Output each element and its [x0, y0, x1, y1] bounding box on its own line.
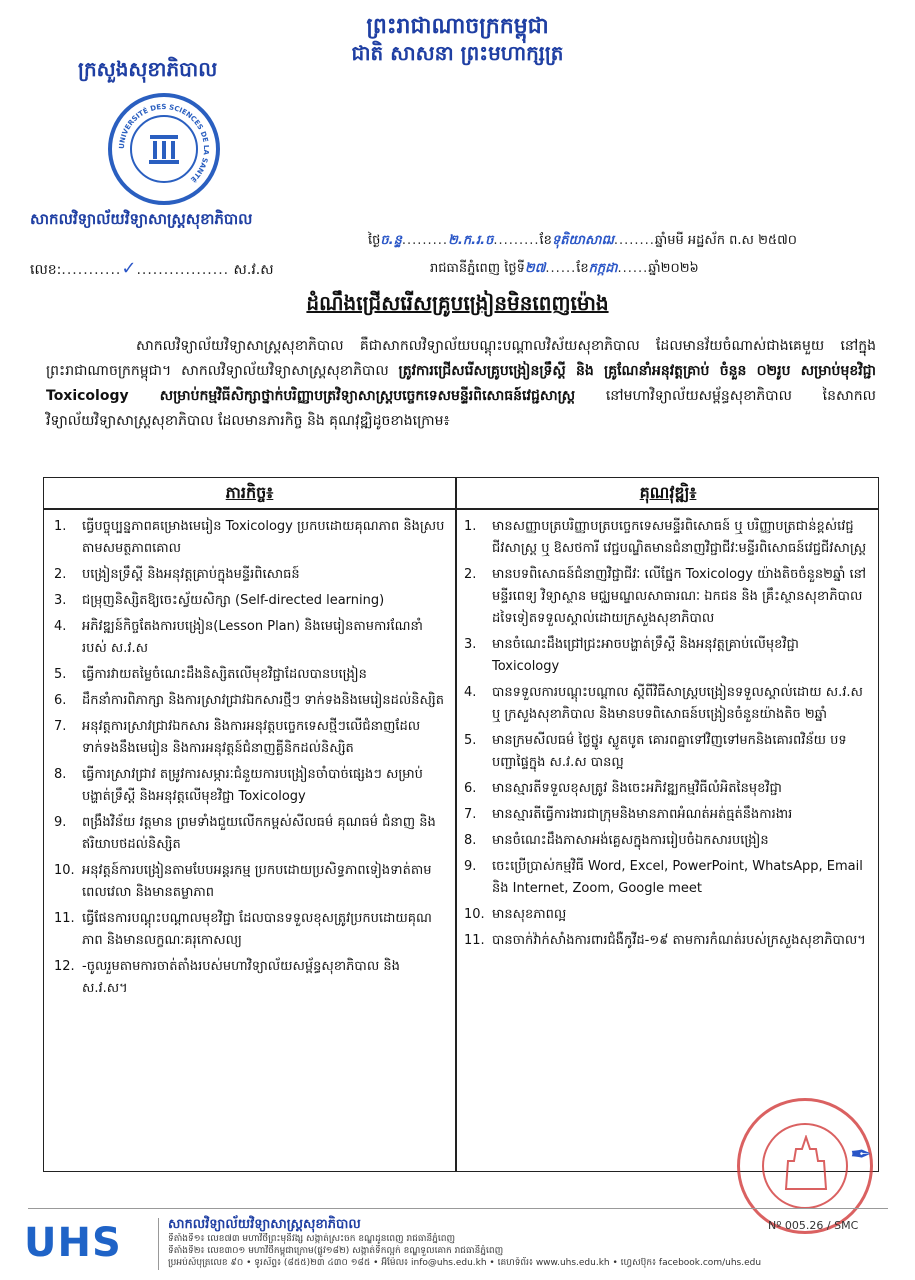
duty-item-number: 5. — [54, 667, 67, 682]
logo-inner-circle — [130, 115, 198, 183]
university-name: សាកលវិទ្យាល័យវិទ្យាសាស្ត្រសុខាភិបាល — [30, 210, 253, 228]
qualification-item-text: មានចំណេះដឹងជ្រៅជ្រះអាចបង្ហាត់ទ្រឹស្តី និងអនុវត្តគ្រាប់លើមុខវិជ្ជា Toxicology — [492, 637, 799, 674]
signature-mark: ✒ — [850, 1140, 872, 1170]
footer-contact: ប្រអប់សំបុត្រលេខ ៩០ • ទូរស័ព្ទ៖ (៨៥៥)២៣ ៤៣០ ១៨៥ • អ៊ីម៉ែល៖ info@uhs.edu.kh • គេហទំព័រ៖ www.uhs.edu.kh • ហ្វេសប៊ុក៖ facebook.com/uhs.edu — [168, 1258, 762, 1268]
qualification-item — [464, 804, 869, 826]
document-number: Nº 005.26 / SMC — [768, 1219, 859, 1232]
duty-item-number: 6. — [54, 693, 67, 708]
duty-item-number: 1. — [54, 519, 67, 534]
temple-icon — [784, 1135, 828, 1191]
duties-header: ភារកិច្ច៖ — [225, 483, 274, 502]
duty-item — [54, 664, 446, 686]
duty-item-number: 2. — [54, 567, 67, 582]
month-label: ខែ — [539, 233, 552, 248]
duties-list — [54, 516, 446, 1004]
duty-item — [54, 812, 446, 856]
qualification-item-text: មានបទពិសោធន៍ជំនាញវិជ្ជាជីវៈ លើផ្នែក Toxicology យ៉ាងតិចចំនួន២ឆ្នាំ នៅមន្ទីរពេទ្យ វិទ្យាស្ថាន មជ្ឈមណ្ឌលសាធារណៈ ឯកជន និង គ្រឹះស្ថានសុខាភិបាលដទៃទៀតទទួលស្គាល់ដោយក្រសួងសុខាភិបាល — [492, 567, 866, 626]
duty-item — [54, 616, 446, 660]
solar-year: ឆ្នាំ២០២៦ — [648, 261, 699, 276]
footer-university-name: សាកលវិទ្យាល័យវិទ្យាសាស្ត្រសុខាភិបាល — [168, 1217, 361, 1232]
duty-item-text: ដឹកនាំការពិភាក្សា និងការស្រាវជ្រាវឯកសារថ្មីៗ ទាក់ទងនិងមេរៀនដល់និស្សិត — [82, 693, 444, 708]
university-logo — [108, 93, 220, 205]
lunar-date: ថ្ងៃច.ន្ទ.........២.ក.រ.ច.........ខែទុតិយាសាឍ........ឆ្នាំមមី អដ្ឋស័ក ព.ស ២៥៧០ — [368, 233, 797, 248]
duty-item-text: អនុវត្តការស្រាវជ្រាវឯកសារ និងការអនុវត្តបច្ចេកទេសថ្មីៗលើជំនាញដែលទាក់ទងនឹងមេរៀន និងការអនុវត្តន៍ជំនាញគ្លីនិកដល់និស្សិត — [82, 719, 421, 756]
footer-divider — [28, 1208, 888, 1209]
qualifications-header: គុណវុឌ្ឍិ៖ — [639, 483, 697, 502]
qualification-item-number: 2. — [464, 567, 477, 582]
qualification-item-number: 4. — [464, 685, 477, 700]
duty-item-number: 12. — [54, 959, 75, 974]
building-icon — [146, 131, 182, 167]
duty-item-number: 4. — [54, 619, 67, 634]
duty-item-text: អភិវឌ្ឍន៍កិច្ចតែងការបង្រៀន(Lesson Plan) និងមេរៀនតាមការណែនាំរបស់ ស.វ.ស — [82, 619, 423, 656]
reference-number: លេខ:...........✓................. ស.វ.ស — [30, 258, 274, 279]
qualification-item — [464, 930, 869, 952]
ministry-name: ក្រសួងសុខាភិបាល — [78, 57, 218, 81]
duty-item-text: ធ្វើការវាយតម្លៃចំណេះដឹងនិស្សិតលើមុខវិជ្ជាដែលបានបង្រៀន — [82, 667, 367, 682]
handwritten-lunar-day: ២.ក.រ.ច — [448, 233, 494, 248]
qualification-item-text: បានចាក់វ៉ាក់សាំងការពារជំងឺកូវីដ-១៩ តាមការកំណត់របស់ក្រសួងសុខាភិបាល។ — [492, 933, 866, 948]
duty-item-number: 7. — [54, 719, 67, 734]
header-divider — [44, 508, 878, 510]
duty-item — [54, 716, 446, 760]
duty-item-number: 9. — [54, 815, 67, 830]
qualification-item-text: មានចំណេះដឹងភាសាអង់គ្លេសក្នុងការរៀបចំឯកសារបង្រៀន — [492, 833, 769, 848]
logo-ring-text: UNIVERSITÉ DES SCIENCES DE LA SANTÉ — [117, 102, 211, 184]
qualification-item — [464, 778, 869, 800]
duty-item — [54, 690, 446, 712]
handwritten-day: ច.ន្ទ — [380, 233, 402, 248]
date-place: រាជធានីភ្នំពេញ ថ្ងៃទី — [430, 261, 525, 276]
duty-item-text: ពង្រឹងវិន័យ វត្តមាន ព្រមទាំងជួយលើកកម្ពស់សីលធម៌ គុណធម៌ ជំនាញ និងឥរិយាបថដល់និស្សិត — [82, 815, 436, 852]
duty-item-number: 8. — [54, 767, 67, 782]
checkmark-icon: ✓ — [121, 258, 137, 279]
footer-separator — [158, 1218, 159, 1270]
qualification-item-text: មានស្មារតីធ្វើការងារជាក្រុមនិងមានភាពអំណត់អត់ធ្មត់នឹងការងារ — [492, 807, 793, 822]
qualification-item — [464, 516, 869, 560]
handwritten-lunar-month: ទុតិយាសាឍ — [551, 233, 614, 248]
duty-item-text: អនុវត្តន៍ការបង្រៀនតាមបែបអន្តរកម្ម ប្រកបដោយប្រសិទ្ធភាពទៀងទាត់តាមពេលវេលា និងមានតម្លាភាព — [82, 863, 432, 900]
duty-item — [54, 564, 446, 586]
solar-date: រាជធានីភ្នំពេញ ថ្ងៃទី២៧......ខែកក្កដា......ឆ្នាំ២០២៦ — [430, 261, 699, 276]
qualification-item-number: 10. — [464, 907, 485, 922]
qualification-item — [464, 904, 869, 926]
duty-item-text: ជម្រុញនិស្សិតឱ្យចេះស្វ័យសិក្សា (Self-directed learning) — [82, 593, 385, 608]
duty-item-number: 3. — [54, 593, 67, 608]
qualification-item — [464, 830, 869, 852]
qualification-item-number: 3. — [464, 637, 477, 652]
qualification-item-text: ចេះប្រើប្រាស់កម្មវិធី Word, Excel, PowerPoint, WhatsApp, Email និង Internet, Zoom, Google meet — [492, 859, 863, 896]
qualification-item-text: បានទទួលការបណ្តុះបណ្តាល ស្តីពីវិធីសាស្ត្របង្រៀនទទួលស្គាល់ដោយ ស.វ.ស ឬ ក្រសួងសុខាភិបាល និងមានបទពិសោធន៍បង្រៀនចំនួនយ៉ាងតិច ២ឆ្នាំ — [492, 685, 863, 722]
duty-item — [54, 908, 446, 952]
kingdom-name: ព្រះរាជាណាចក្រកម្ពុជា — [366, 14, 549, 39]
duty-item — [54, 516, 446, 560]
footer-address-1: ទីតាំងទី១៖ លេខ៧៣ មហាវិថីព្រះមុនីវង្ស សង្កាត់ស្រះចក ខណ្ឌដូនពេញ រាជធានីភ្នំពេញ — [168, 1234, 456, 1244]
national-motto: ជាតិ សាសនា ព្រះមហាក្សត្រ — [351, 41, 564, 65]
ref-label: លេខ: — [30, 262, 62, 278]
duty-item-text: -ចូលរួមតាមការចាត់តាំងរបស់មហាវិទ្យាល័យសម្ព័ន្ធសុខាភិបាល និង ស.វ.ស។ — [82, 959, 400, 996]
duty-item-text: ធ្វើការស្រាវជ្រាវ តម្រូវការសម្ភារៈជំនួយការបង្រៀនចាំបាច់ផ្សេងៗ សម្រាប់បង្ហាត់ទ្រឹស្តី និងអនុវត្តលើមុខវិជ្ជា Toxicology — [82, 767, 423, 804]
footer-address-2: ទីតាំងទី២៖ លេខ៣០១ មហាវិថីកម្ពុជាក្រោម(ផ្លូវ១៨២) សង្កាត់ទឹកល្អក់ ខណ្ឌទួលគោក រាជធានីភ្នំពេញ — [168, 1246, 504, 1256]
qualification-item-number: 6. — [464, 781, 477, 796]
qualification-item — [464, 730, 869, 774]
month-label: ខែ — [576, 261, 589, 276]
duty-item-number: 11. — [54, 911, 75, 926]
duty-item-text: បង្រៀនទ្រឹស្តី និងអនុវត្តគ្រាប់ក្នុងមន្ទីរពិសោធន៍ — [82, 567, 300, 582]
handwritten-solar-month: កក្កដា — [588, 261, 618, 276]
qualification-item — [464, 564, 869, 630]
qualification-item-text: មានក្រមសីលធម៌ ថ្លៃថ្នូរ ស្លូតបូត គោរពគ្នាទៅវិញទៅមកនិងគោរពវិន័យ បទបញ្ជាផ្ទៃក្នុង ស.វ.ស បានល្អ — [492, 733, 847, 770]
duty-item — [54, 860, 446, 904]
duty-item — [54, 590, 446, 612]
lunar-year: ឆ្នាំមមី អដ្ឋស័ក ព.ស ២៥៧០ — [654, 233, 797, 248]
column-divider — [455, 478, 457, 1171]
footer-logo: UHS — [24, 1220, 122, 1266]
qualifications-list — [464, 516, 869, 956]
intro-paragraph — [46, 334, 876, 434]
date-label: ថ្ងៃ — [368, 233, 381, 248]
qualification-item-number: 8. — [464, 833, 477, 848]
duty-item — [54, 764, 446, 808]
duty-item-text: ធ្វើបច្ចុប្បន្នភាពគម្រោងមេរៀន Toxicology ប្រកបដោយគុណភាព និងស្របតាមសមត្ថភាពគោល — [82, 519, 445, 556]
ref-suffix: ស.វ.ស — [233, 262, 274, 278]
qualification-item-text: មានសុខភាពល្អ — [492, 907, 567, 922]
intro-text-1: សាកលវិទ្យាល័យវិទ្យាសាស្ត្រសុខាភិបាល គឺជាសាកលវិទ្យាល័យបណ្តុះបណ្តាលវិស័យសុខាភិបាល ដែលមានវ័យចំណាស់ជាងគេមួយ នៅក្នុងព្រះរាជាណាចក្រកម្ពុជា។ សាកលវិទ្យាល័យវិទ្យាសាស្ត្រសុខាភិបាល — [46, 338, 876, 379]
qualification-item — [464, 682, 869, 726]
duty-item — [54, 956, 446, 1000]
intro-text-bold: ត្រូវការជ្រើសរើសគ្រូបង្រៀនទ្រឹស្តី និង គ្រូណែនាំអនុវត្តគ្រាប់ ចំនួន ០២រូប សម្រាប់មុខវិជ្ជា Toxicology សម្រាប់កម្មវិធីសិក្សាថ្នាក់បរិញ្ញាបត្រវិទ្យាសាស្ត្របច្ចេកទេសមន្ទីរពិសោធន៍វេជ្ជសាស្ត្រ — [46, 363, 876, 404]
qualification-item-text: មានសញ្ញាបត្របរិញ្ញាបត្របច្ចេកទេសមន្ទីរពិសោធន៍ ឬ បរិញ្ញាបត្រជាន់ខ្ពស់វេជ្ជជីវសាស្ត្រ ឬ ឱសថការី វេជ្ជបណ្ឌិតមានជំនាញវិជ្ជាជីវៈមន្ទីរពិសោធន៍វេជ្ជជីវសាស្ត្រ — [492, 519, 867, 556]
qualification-item-number: 1. — [464, 519, 477, 534]
duties-qualifications-table — [43, 477, 879, 1172]
qualification-item — [464, 634, 869, 678]
qualification-item-number: 9. — [464, 859, 477, 874]
duty-item-number: 10. — [54, 863, 75, 878]
intro-text-2: នៅមហាវិទ្យាល័យសម្ព័ន្ធសុខាភិបាល នៃសាកលវិទ្យាល័យវិទ្យាសាស្ត្រសុខាភិបាល ដែលមានភារកិច្ច និង គុណវុឌ្ឍិដូចខាងក្រោម៖ — [46, 388, 876, 429]
page-title: ដំណឹងជ្រើសរើសគ្រូបង្រៀនមិនពេញម៉ោង — [306, 291, 609, 315]
qualification-item — [464, 856, 869, 900]
handwritten-solar-day: ២៧ — [524, 261, 546, 276]
qualification-item-number: 7. — [464, 807, 477, 822]
duty-item-text: ធ្វើផែនការបណ្តុះបណ្តាលមុខវិជ្ជា ដែលបានទទួលខុសត្រូវប្រកបដោយគុណភាព និងមានលក្ខណៈគរុកោសល្យ — [82, 911, 432, 948]
qualification-item-number: 5. — [464, 733, 477, 748]
qualification-item-text: មានស្មារតីទទួលខុសត្រូវ និងចេះអភិវឌ្ឍកម្មវិធីលំអិតនៃមុខវិជ្ជា — [492, 781, 782, 796]
qualification-item-number: 11. — [464, 933, 485, 948]
